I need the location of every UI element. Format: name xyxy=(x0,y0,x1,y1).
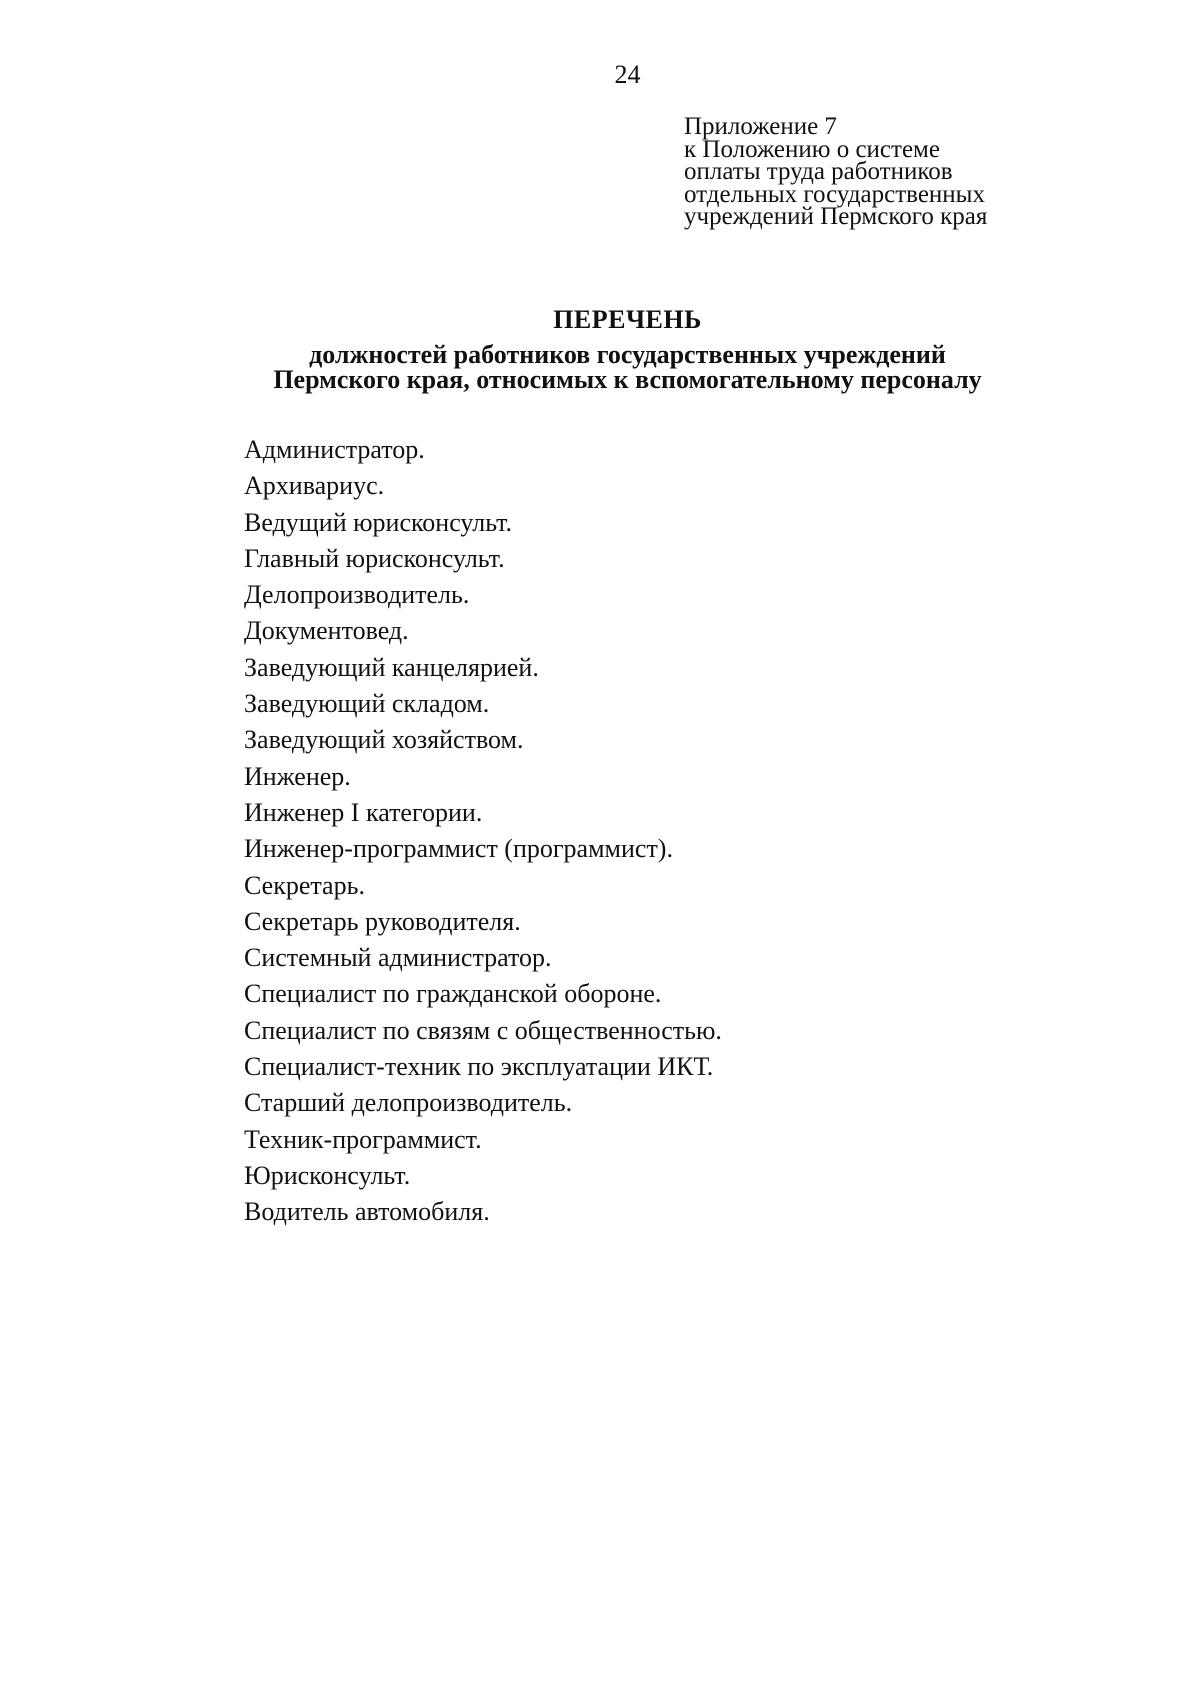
position-item: Системный администратор. xyxy=(244,943,552,973)
subtitle-line: Пермского края, относимых к вспомогательному персоналу xyxy=(273,365,982,394)
position-item: Специалист-техник по эксплуатации ИКТ. xyxy=(244,1052,714,1082)
position-item: Секретарь. xyxy=(244,870,365,900)
position-item: Инженер. xyxy=(244,761,351,791)
position-item: Специалист по связям с общественностью. xyxy=(244,1015,722,1045)
position-item: Юрисконсульт. xyxy=(244,1160,411,1190)
position-item: Администратор. xyxy=(244,435,425,464)
appendix-line: отдельных государственных xyxy=(684,180,985,208)
position-item: Документовед. xyxy=(244,616,409,646)
position-item: Ведущий юрисконсульт. xyxy=(244,507,513,537)
subtitle-line: должностей работников государственных учреждений xyxy=(309,340,946,369)
position-item: Заведующий складом. xyxy=(244,689,490,719)
document-subtitle xyxy=(0,342,1200,392)
appendix-line: учреждений Пермского края xyxy=(684,203,988,230)
positions-list xyxy=(244,432,722,1231)
position-item: Специалист по гражданской обороне. xyxy=(244,979,662,1009)
position-item: Водитель автомобиля. xyxy=(244,1197,490,1227)
appendix-line: к Положению о системе xyxy=(684,135,940,163)
position-item: Старший делопроизводитель. xyxy=(244,1088,573,1118)
position-item: Инженер-программист (программист). xyxy=(244,834,673,864)
page-number: 24 xyxy=(614,60,641,89)
position-item: Техник-программист. xyxy=(244,1124,482,1154)
position-item: Архивариус. xyxy=(244,471,385,501)
document-title: ПЕРЕЧЕНЬ xyxy=(553,305,702,334)
position-item: Секретарь руководителя. xyxy=(244,906,521,936)
position-item: Главный юрисконсульт. xyxy=(244,543,505,573)
position-item: Инженер I категории. xyxy=(244,797,483,827)
appendix-line: оплаты труда работников xyxy=(684,158,953,185)
position-item: Заведующий канцелярией. xyxy=(244,652,539,682)
position-item: Делопроизводитель. xyxy=(244,580,470,610)
appendix-line: Приложение 7 xyxy=(684,113,837,140)
appendix-reference xyxy=(684,113,988,230)
position-item: Заведующий хозяйством. xyxy=(244,725,524,755)
